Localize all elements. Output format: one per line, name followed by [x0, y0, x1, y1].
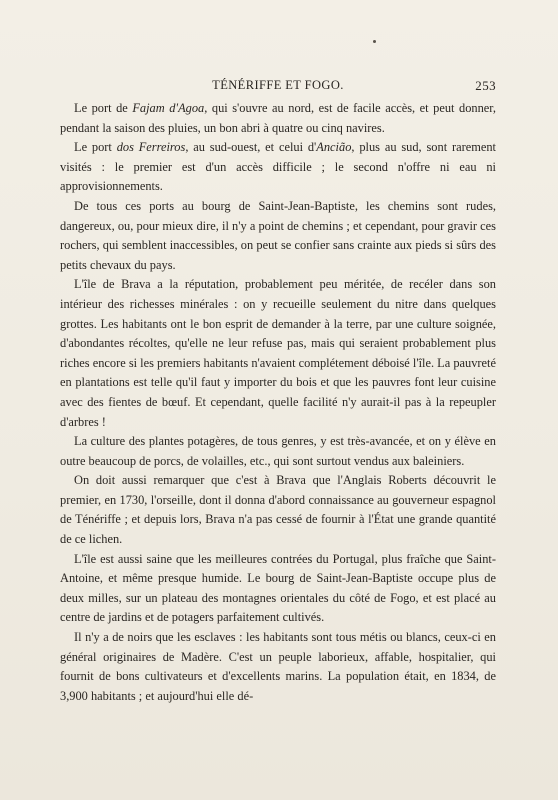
running-title: TÉNÉRIFFE ET FOGO.	[212, 78, 344, 92]
text-run: , qui s'ouvre au nord, est de facile accès, et peut donner, pendant la saison des pluies, un bon abri à quatre ou cinq navires.	[60, 101, 497, 135]
paragraph	[60, 432, 496, 471]
italic-place-name: dos Ferreiros	[116, 140, 186, 155]
text-run: Le port	[74, 140, 117, 155]
page-number: 253	[475, 78, 496, 93]
text-run: On doit aussi remarquer que c'est à Brava que l'Anglais Roberts découvrit le premier, en 1730, l'orseille, dont il donna d'abord connaissance au gouverneur espagnol de Ténériffe ; et depuis lors, Brava n'a pas cessé de fournir à l'État une grande quantité de ce lichen.	[60, 473, 496, 547]
paragraph	[60, 197, 496, 275]
italic-place-name: Fajam d'Agoa	[132, 101, 205, 115]
text-run: L'île est aussi saine que les meilleures contrées du Portugal, plus fraîche que Saint-Antoine, et même presque humide. Le bourg de Saint-Jean-Baptiste occupe plus de deux milles, sur un plateau des montagnes orientales du côté de Fogo, et est placé au centre de jardins et de potagers parfaitement cultivés.	[60, 551, 496, 625]
body-text	[60, 99, 496, 706]
text-run: La culture des plantes potagères, de tous genres, y est très-avancée, et on y élève en outre beaucoup de porcs, de volailles, etc., qui sont surtout vendus aux baleiniers.	[60, 434, 496, 468]
paragraph	[60, 550, 496, 628]
paragraph	[60, 138, 496, 197]
running-header	[60, 78, 496, 96]
ink-speck	[373, 40, 376, 43]
text-run: De tous ces ports au bourg de Saint-Jean-Baptiste, les chemins sont rudes, dangereux, ou, pour mieux dire, il n'y a point de chemins ; et cependant, pour gravir ces rochers, qui semblent inaccessibles, on peut se confier sans crainte aux pieds si sûrs des petits chevaux du pays.	[60, 198, 496, 272]
text-run: L'île de Brava a la réputation, probablement peu méritée, de recéler dans son intérieur des richesses minérales : on y recueille seulement du nitre dans quelques grottes. Les habitants ont le bon esprit de demander à la terre, par une culture soignée, d'abondantes récoltes, qu'elle ne leur refuse pas, mais qui seraient probablement plus riches encore si les premiers habitants n'avaient complétement déboisé l'île. La pauvreté en plantations est telle qu'il faut y importer du bois et que les pauvres font leur cuisine avec des fientes de bœuf. Et cependant, quelle facilité n'y aurait-il pas à la repeupler d'arbres !	[60, 277, 496, 429]
text-run: Il n'y a de noirs que les esclaves : les habitants sont tous métis ou blancs, ceux-ci en général originaires de Madère. C'est un peuple laborieux, affable, hospitalier, qui fournit de bons cultivateurs et d'excellents marins. La population était, en 1834, de 3,900 habitants ; et aujourd'hui elle dé-	[60, 630, 496, 703]
paragraph	[60, 471, 496, 549]
paragraph	[60, 275, 496, 432]
paragraph	[60, 628, 496, 706]
text-run: , plus au sud, sont rarement visités : le premier est d'un accès difficile ; le second n'offre ni eau ni approvisionnements.	[60, 140, 496, 194]
text-run: Le port de	[74, 101, 133, 115]
italic-place-name: Ancião	[316, 140, 352, 155]
paragraph	[60, 99, 496, 138]
text-run: , au sud-ouest, et celui d'	[185, 140, 317, 155]
